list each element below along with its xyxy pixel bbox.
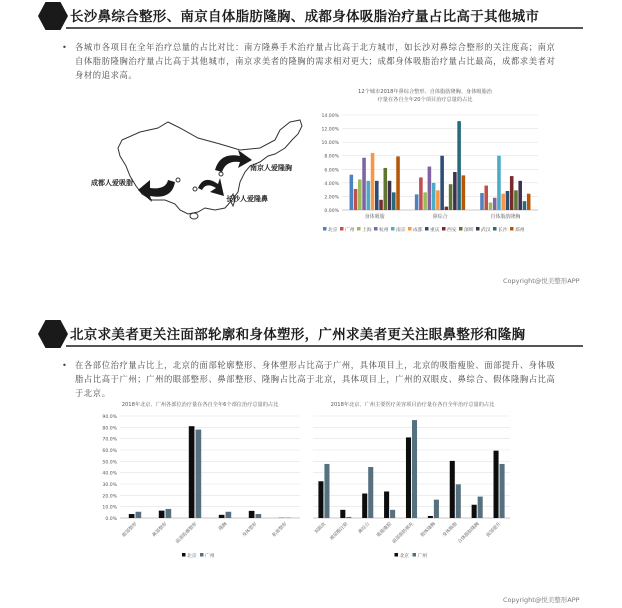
x-tick-label: 面部提升 <box>485 521 503 539</box>
legend-swatch <box>408 227 412 231</box>
bar-广州 <box>500 464 505 518</box>
y-tick-label: 60.0% <box>102 449 117 454</box>
bar-上海 <box>423 192 427 210</box>
section1-header <box>38 2 583 30</box>
bar-上海 <box>358 179 362 210</box>
bar-武汉 <box>518 181 522 210</box>
legend-swatch <box>200 553 204 557</box>
pin-icon-nanjing <box>219 172 223 176</box>
legend-swatch <box>510 227 514 231</box>
bar-北京 <box>249 511 255 518</box>
bar-广州 <box>324 464 329 518</box>
section1-bullet-text: 各城市各项目在全年治疗总量的占比对比：南方隆鼻手术治疗量占比高于北方城市，如长沙对鼻综合整形的关注度高；南京自体脂肪隆胸治疗量占比高于其他城市，南京求美者的隆胸的需求相对更大；成都身体吸脂治疗量占比最高，成都求美者对身材的追求高。 <box>75 42 556 80</box>
bar-深圳 <box>449 184 453 210</box>
y-tick-label: 4.00% <box>324 181 339 187</box>
bar-广州 <box>136 512 142 518</box>
x-tick-label: 面部轮廓整形 <box>175 521 199 545</box>
legend-label: 北京 <box>328 228 338 233</box>
bar-重庆 <box>506 191 510 210</box>
y-tick-label: 14.00% <box>321 114 339 119</box>
y-tick-label: 70.0% <box>102 437 117 443</box>
bar-长沙 <box>457 121 461 210</box>
legend-swatch <box>459 227 463 231</box>
legend-label: 西安 <box>447 228 457 233</box>
legend-label: 重庆 <box>430 228 440 233</box>
y-tick-label: 30.0% <box>102 483 117 488</box>
bar-广州 <box>226 512 232 518</box>
bar-郑州 <box>527 194 531 210</box>
x-tick-label: 私密整形 <box>271 521 289 539</box>
legend-label: 北京 <box>399 554 410 559</box>
bullet-icon: • <box>62 42 68 52</box>
bar-广州 <box>390 510 395 518</box>
x-tick-label: 自体脂肪隆胸 <box>457 521 481 545</box>
bar-重庆 <box>440 156 444 210</box>
bar-北京 <box>415 194 419 210</box>
legend-label: 郑州 <box>515 228 525 233</box>
y-tick-label: 6.00% <box>324 168 339 174</box>
x-tick-label: 吸脂瘦脸 <box>376 521 394 539</box>
section2-header <box>38 320 583 348</box>
map-label-nanjing: 南京人爱隆胸 <box>250 164 292 172</box>
x-tick-label: 身体吸脂 <box>364 214 385 220</box>
bar-西安 <box>510 176 514 210</box>
bar-深圳 <box>514 190 518 210</box>
pin-icon-chengdu <box>176 178 180 182</box>
bullet-icon: • <box>62 360 68 370</box>
x-tick-label: 眼部整形 <box>121 521 139 539</box>
map-label-chengdu: 成都人爱吸脂 <box>91 179 133 187</box>
legend-label: 南京 <box>396 228 406 233</box>
city-share-chart <box>300 85 550 240</box>
pin-icon-changsha <box>193 187 197 191</box>
divider <box>66 27 583 29</box>
y-tick-label: 90.0% <box>102 415 117 420</box>
divider <box>66 345 583 347</box>
x-tick-label: 假体隆胸 <box>420 521 437 539</box>
legend-swatch <box>442 227 446 231</box>
bar-南京 <box>432 183 436 210</box>
project-share-chart <box>305 398 520 563</box>
bar-北京 <box>428 516 433 518</box>
section2-bullet <box>62 358 562 400</box>
x-tick-label: 鼻综合 <box>432 214 448 220</box>
chart-title: 2018年北京、广州各部位治疗量在各自全年6个部位治疗总量的占比 <box>121 402 279 408</box>
bar-北京 <box>384 491 389 518</box>
section2-title: 北京求美者更关注面部轮廓和身体塑形，广州求美者更关注眼鼻整形和隆胸 <box>70 327 526 343</box>
copyright-1: Copyright@悦美整形APP <box>503 277 580 285</box>
y-tick-label: 12.00% <box>321 127 339 133</box>
legend-swatch <box>182 553 186 557</box>
x-tick-label: 自体脂肪隆胸 <box>490 214 521 220</box>
bar-西安 <box>445 207 449 210</box>
bar-北京 <box>472 505 477 518</box>
chart-title: 12个城市2018年鼻综合整形、自体脂肪隆胸、身体吸脂治 <box>358 89 492 95</box>
arrow-icon-nanjing <box>215 150 252 172</box>
legend-swatch <box>323 227 327 231</box>
bar-北京 <box>480 193 484 210</box>
bar-广州 <box>484 186 488 210</box>
bar-郑州 <box>462 175 466 210</box>
bar-上海 <box>489 203 493 210</box>
bar-郑州 <box>396 156 400 210</box>
y-tick-label: 20.0% <box>102 494 117 500</box>
legend-swatch <box>395 553 399 557</box>
bar-北京 <box>318 481 323 518</box>
map-label-changsha: 长沙人爱隆鼻 <box>226 195 268 203</box>
bar-广州 <box>256 514 262 518</box>
legend-label: 武汉 <box>481 228 491 233</box>
bar-广州 <box>368 467 373 518</box>
y-tick-label: 8.00% <box>324 154 339 160</box>
bar-北京 <box>350 175 354 210</box>
arrow-icon-changsha <box>198 178 224 196</box>
bar-北京 <box>340 510 345 518</box>
legend-label: 杭州 <box>379 228 389 233</box>
legend-swatch <box>357 227 361 231</box>
x-tick-label: 面部脂肪填充 <box>391 521 415 545</box>
x-tick-label: 身体吸脂 <box>442 521 459 539</box>
bar-广州 <box>354 189 358 210</box>
legend-label: 北京 <box>187 554 197 559</box>
bar-成都 <box>371 153 375 210</box>
x-tick-label: 隆胸 <box>218 521 229 532</box>
legend-swatch <box>374 227 378 231</box>
bar-广州 <box>456 484 461 518</box>
legend-label: 广州 <box>205 554 215 559</box>
legend-label: 广州 <box>345 228 355 233</box>
y-tick-label: 0.0% <box>105 517 117 522</box>
legend-swatch <box>493 227 497 231</box>
bar-广州 <box>346 517 351 518</box>
section2-bullet-text: 在各部位治疗量占比上，北京的面部轮廓整形、身体塑形占比高于广州，具体项目上，北京的吸脂瘦脸、面部提升、身体吸脂占比高于广州；广州的眼部整形、鼻部整形、隆胸占比高于北京，具体项目上，广州的双眼皮、鼻综合、假体隆胸占比高于北京。 <box>75 360 556 398</box>
legend-label: 上海 <box>362 228 372 233</box>
legend-swatch <box>476 227 480 231</box>
bar-长沙 <box>523 201 527 210</box>
bar-南京 <box>497 156 501 210</box>
x-tick-label: 玻尿酸注射 <box>329 521 350 542</box>
legend-swatch <box>425 227 429 231</box>
x-tick-label: 鼻部整形 <box>151 521 169 539</box>
copyright-2: Copyright@悦美整形APP <box>503 596 580 604</box>
x-tick-label: 双眼皮 <box>314 521 328 536</box>
bar-广州 <box>434 500 439 518</box>
bar-北京 <box>189 426 195 518</box>
bar-广州 <box>166 509 172 518</box>
bar-广州 <box>419 177 423 210</box>
bar-杭州 <box>428 167 432 210</box>
y-tick-label: 80.0% <box>102 426 117 432</box>
chart-title: 疗量在各自全年20个项目治疗总量的占比 <box>377 97 473 103</box>
bar-深圳 <box>383 168 387 210</box>
y-tick-label: 10.0% <box>102 505 117 511</box>
bar-北京 <box>219 515 225 518</box>
bar-杭州 <box>362 158 366 210</box>
y-tick-label: 2.00% <box>324 195 339 201</box>
bar-北京 <box>362 494 367 518</box>
chart-title: 2018年北京、广州主要医疗美容项目治疗量在各自全年治疗总量的占比 <box>330 402 495 408</box>
x-tick-label: 身体塑形 <box>241 521 259 539</box>
legend-swatch <box>391 227 395 231</box>
x-tick-label: 鼻综合 <box>357 521 372 536</box>
legend-label: 长沙 <box>498 228 508 233</box>
y-tick-label: 0.00% <box>324 209 339 214</box>
y-tick-label: 10.00% <box>321 141 339 147</box>
bar-成都 <box>436 190 440 210</box>
bar-北京 <box>494 451 499 518</box>
body-part-share-chart <box>90 398 310 563</box>
legend-label: 成都 <box>413 228 423 233</box>
bar-武汉 <box>388 181 392 210</box>
section1-bullet <box>62 40 562 82</box>
bar-重庆 <box>375 181 379 210</box>
legend-label: 广州 <box>417 554 428 559</box>
bar-西安 <box>379 200 383 210</box>
legend-swatch <box>413 553 417 557</box>
bar-北京 <box>450 461 455 518</box>
china-map <box>80 100 305 230</box>
arrow-icon-chengdu <box>138 180 175 202</box>
y-tick-label: 50.0% <box>102 460 117 466</box>
bar-广州 <box>412 420 417 518</box>
y-tick-label: 40.0% <box>102 471 117 477</box>
bar-广州 <box>196 430 202 518</box>
bar-长沙 <box>392 192 396 210</box>
hexagon-icon <box>38 320 68 348</box>
hainan-island <box>190 213 198 219</box>
bar-北京 <box>406 437 411 518</box>
hexagon-icon <box>38 2 68 30</box>
bar-南京 <box>367 181 371 210</box>
bar-杭州 <box>493 198 497 210</box>
bar-广州 <box>478 497 483 518</box>
bar-北京 <box>159 511 165 518</box>
bar-成都 <box>501 194 505 210</box>
section1-title: 长沙鼻综合整形、南京自体脂肪隆胸、成都身体吸脂治疗量占比高于其他城市 <box>70 9 540 25</box>
bar-北京 <box>129 514 135 518</box>
legend-label: 深圳 <box>464 228 474 233</box>
bar-武汉 <box>453 172 457 210</box>
legend-swatch <box>340 227 344 231</box>
